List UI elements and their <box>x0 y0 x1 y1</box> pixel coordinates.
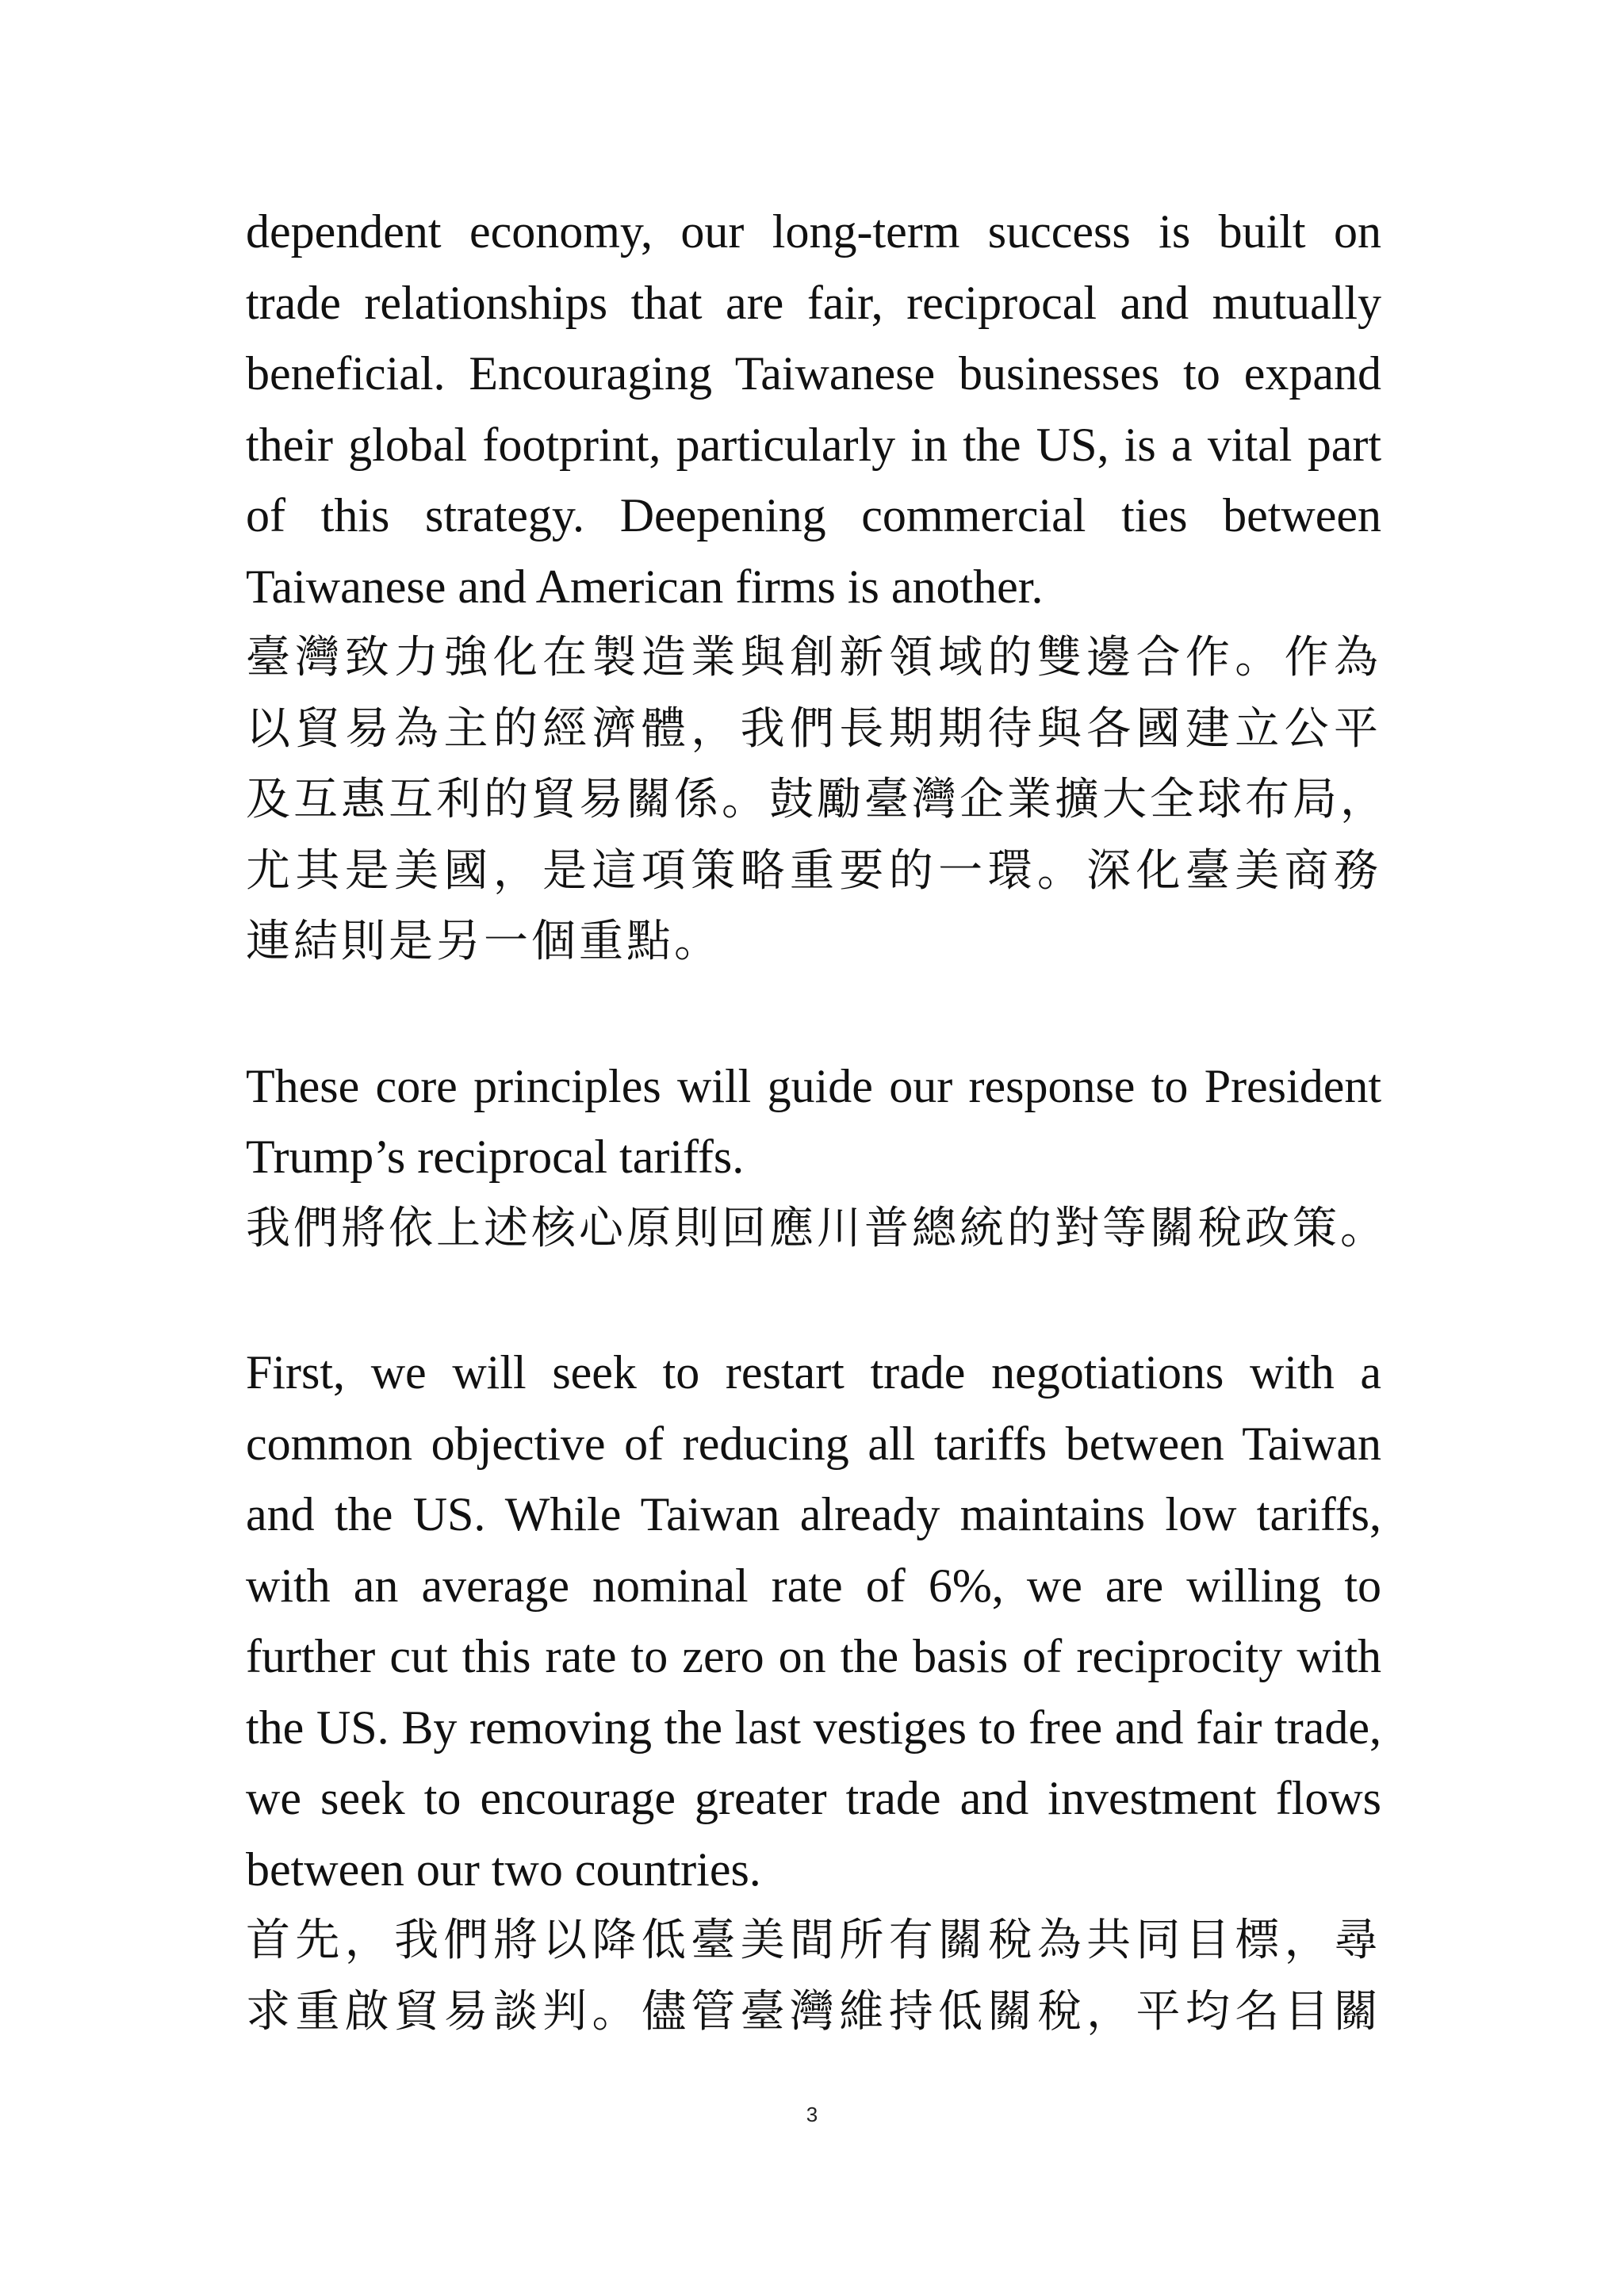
text-line: These core principles will guide our response to President <box>246 1059 1381 1112</box>
text-line: 我們將依上述核心原則回應川普總統的對等關稅政策。 <box>246 1202 1388 1254</box>
text-line: the US. By removing the last vestiges to free and fair trade, <box>246 1701 1381 1754</box>
text-line: Taiwanese and American firms is another. <box>246 560 1044 613</box>
paragraph-spacer <box>246 1264 1381 1337</box>
english-text <box>246 1051 1381 1193</box>
text-line: further cut this rate to zero on the basis of reciprocity with <box>246 1630 1381 1682</box>
paragraph-zh-1 <box>246 622 1388 978</box>
text-line: 臺灣致力強化在製造業與創新領域的雙邊合作。作為 <box>246 632 1381 683</box>
text-line: Trump’s reciprocal tariffs. <box>246 1131 745 1183</box>
text-line: of this strategy. Deepening commercial ties between <box>246 489 1381 541</box>
paragraph-zh-2 <box>246 1193 1388 1265</box>
english-text <box>246 197 1381 622</box>
paragraph-en-2 <box>246 1051 1381 1193</box>
text-line: 及互惠互利的貿易關係。鼓勵臺灣企業擴大全球布局， <box>246 774 1388 825</box>
text-line: between our two countries. <box>246 1843 761 1896</box>
text-line: 連結則是另一個重點。 <box>246 916 722 967</box>
paragraph-zh-3 <box>246 1905 1381 2047</box>
text-line: First, we will seek to restart trade negotiations with a <box>246 1346 1381 1399</box>
chinese-text <box>246 622 1388 978</box>
document-body <box>246 197 1388 2047</box>
text-line: beneficial. Encouraging Taiwanese businesses to expand <box>246 347 1381 400</box>
paragraph-spacer <box>246 978 1381 1051</box>
chinese-text <box>246 1193 1388 1265</box>
english-text <box>246 1337 1381 1905</box>
text-line: 求重啟貿易談判。儘管臺灣維持低關稅，平均名目關 <box>246 1985 1381 2038</box>
chinese-text <box>246 1905 1381 2047</box>
text-line: their global footprint, particularly in the US, is a vital part <box>246 418 1381 471</box>
text-line: 首先，我們將以降低臺美間所有關稅為共同目標，尋 <box>246 1915 1381 1966</box>
text-line: and the US. While Taiwan already maintains low tariffs, <box>246 1488 1381 1540</box>
page-number: 3 <box>806 2103 818 2126</box>
text-line: 尤其是美國，是這項策略重要的一環。深化臺美商務 <box>246 844 1381 897</box>
text-line: trade relationships that are fair, reciprocal and mutually <box>246 276 1381 329</box>
text-line: common objective of reducing all tariffs between Taiwan <box>246 1417 1381 1470</box>
text-line: we seek to encourage greater trade and investment flows <box>246 1772 1381 1824</box>
paragraph-en-1 <box>246 197 1381 622</box>
text-line: 以貿易為主的經濟體，我們長期期待與各國建立公平 <box>246 702 1381 755</box>
paragraph-en-3 <box>246 1337 1381 1905</box>
text-line: with an average nominal rate of 6%, we are willing to <box>246 1559 1381 1612</box>
text-line: dependent economy, our long-term success is built on <box>246 205 1381 258</box>
